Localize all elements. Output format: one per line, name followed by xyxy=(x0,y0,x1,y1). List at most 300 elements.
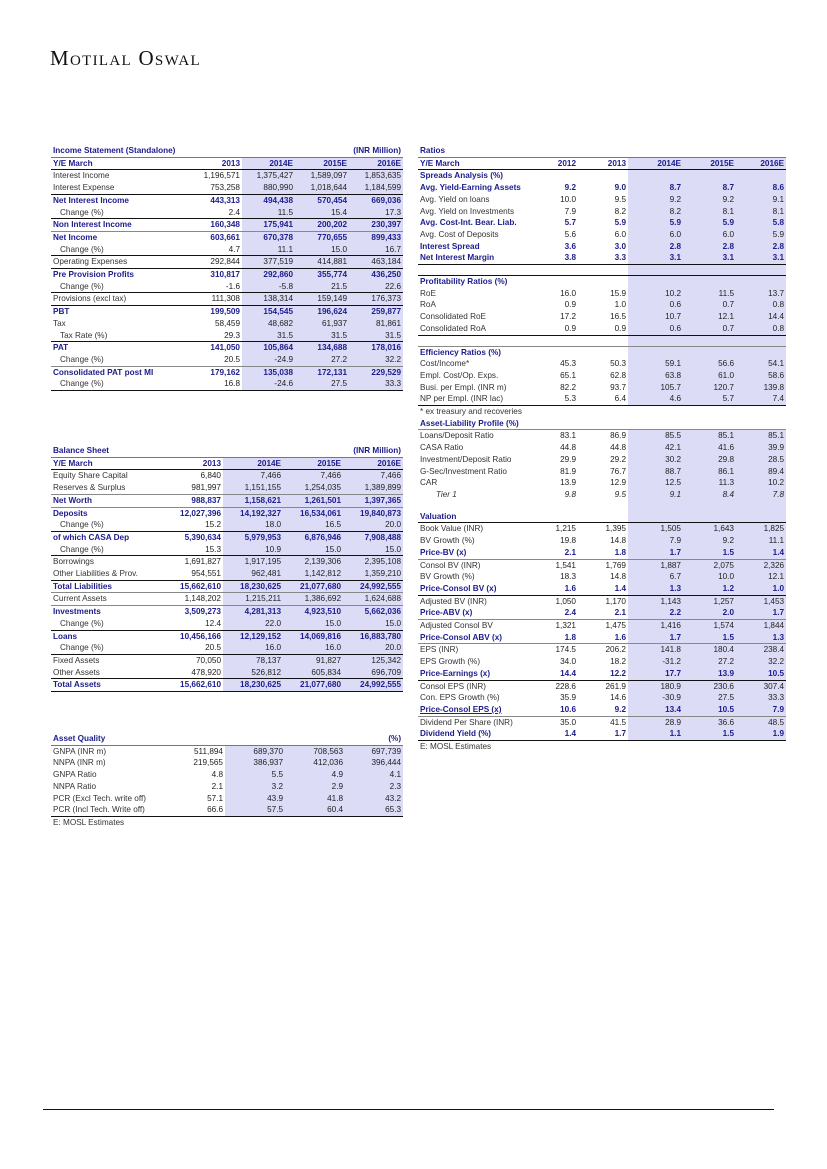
cell: 88.7 xyxy=(628,466,683,478)
cell: 43.2 xyxy=(345,793,403,805)
row-label: RoE xyxy=(420,288,436,298)
table-row xyxy=(418,252,786,264)
cell: 3.6 xyxy=(564,241,576,251)
cell: 21,077,680 xyxy=(283,679,343,692)
cell: 880,990 xyxy=(242,182,295,194)
cell: 770,655 xyxy=(295,231,349,243)
footnote: E: MOSL Estimates xyxy=(53,817,125,827)
cell: 57.1 xyxy=(207,793,223,803)
cell: 32.2 xyxy=(349,354,403,366)
table-row xyxy=(51,330,403,342)
cell: 1.2 xyxy=(683,583,736,595)
cell: 18,230,625 xyxy=(223,679,283,692)
table-row xyxy=(418,595,786,607)
cell: 230,397 xyxy=(349,219,403,232)
table-row xyxy=(51,306,403,318)
cell: 3.1 xyxy=(628,252,683,264)
row-label: Consolidated RoA xyxy=(418,323,528,335)
cell: 6.7 xyxy=(628,571,683,583)
table-row xyxy=(51,170,403,182)
cell: 86.1 xyxy=(683,466,736,478)
cell: 9.1 xyxy=(736,194,786,206)
cell: 605,834 xyxy=(283,667,343,679)
cell: 10.7 xyxy=(628,311,683,323)
cell: 9.5 xyxy=(614,194,626,204)
table-row xyxy=(51,378,403,390)
row-label: Change (%) xyxy=(60,544,104,554)
cell: 1,184,599 xyxy=(349,182,403,194)
table-row xyxy=(51,654,403,666)
cell: 4,923,510 xyxy=(283,606,343,618)
cell: 1,416 xyxy=(628,620,683,632)
cell: 39.9 xyxy=(736,442,786,454)
cell: 13.9 xyxy=(683,668,736,680)
cell: 6.0 xyxy=(614,229,626,239)
cell: 206.2 xyxy=(578,644,628,656)
table-row xyxy=(51,630,403,642)
cell: 16.0 xyxy=(283,642,343,654)
cell: 3.2 xyxy=(225,781,285,793)
cell: 15.3 xyxy=(205,544,221,554)
cell: 1.5 xyxy=(683,632,736,644)
cell: 310,817 xyxy=(189,269,242,281)
section-header xyxy=(418,511,786,523)
cell: 5,390,634 xyxy=(163,531,223,543)
table-row xyxy=(418,194,786,206)
row-label: Price-Consol ABV (x) xyxy=(420,632,503,642)
row-label: Price-Consol EPS (x) xyxy=(420,704,502,714)
cell: 33.3 xyxy=(736,692,786,704)
cell: 7.4 xyxy=(736,393,786,405)
col-header: 2013 xyxy=(578,157,628,170)
row-label: NP per Empl. (INR lac) xyxy=(418,393,528,405)
cell: 105.7 xyxy=(628,382,683,394)
cell: 10.9 xyxy=(223,544,283,556)
row-label: Price-Consol BV (x) xyxy=(420,583,497,593)
cell: 15.0 xyxy=(343,618,403,630)
cell: 48,682 xyxy=(242,318,295,330)
cell: 11.5 xyxy=(242,207,295,219)
cell: 1.9 xyxy=(736,728,786,740)
cell: 1,769 xyxy=(578,559,628,571)
table-row xyxy=(51,745,403,757)
cell: 9.2 xyxy=(614,704,626,714)
row-label: Avg. Yield on Investments xyxy=(420,206,515,216)
cell: 1,359,210 xyxy=(343,568,403,580)
row-label: G-Sec/Investment Ratio xyxy=(420,466,507,476)
cell: 443,313 xyxy=(189,194,242,206)
cell: 19,840,873 xyxy=(343,507,403,519)
table-row xyxy=(51,618,403,630)
cell: 13.9 xyxy=(560,478,576,488)
table-row xyxy=(51,244,403,256)
cell: 6,876,946 xyxy=(283,531,343,543)
table-row xyxy=(418,644,786,656)
cell: 670,378 xyxy=(242,231,295,243)
cell: 4.8 xyxy=(211,770,223,780)
footnote: * ex treasury and recoveries xyxy=(420,407,522,417)
cell: 2,139,306 xyxy=(283,556,343,568)
cell: 3.1 xyxy=(736,252,786,264)
cell: 35.0 xyxy=(528,716,578,728)
cell: 81,861 xyxy=(349,318,403,330)
cell: 20.0 xyxy=(343,519,403,531)
cell: 8.6 xyxy=(736,182,786,194)
cell: 16,534,061 xyxy=(283,507,343,519)
cell: 1.7 xyxy=(578,728,628,740)
col-header: 2016E xyxy=(343,457,403,470)
cell: 570,454 xyxy=(295,194,349,206)
table-row xyxy=(51,182,403,194)
cell: 20.5 xyxy=(224,354,240,364)
cell: 9.5 xyxy=(614,489,626,499)
cell: 11.5 xyxy=(683,288,736,300)
cell: 13.4 xyxy=(628,704,683,716)
cell: 54.1 xyxy=(736,358,786,370)
cell: 1,215,211 xyxy=(223,593,283,606)
cell: 1,321 xyxy=(528,620,578,632)
cell: 28.5 xyxy=(736,454,786,466)
cell: 4.9 xyxy=(285,769,345,781)
table-title: Asset Quality xyxy=(51,733,285,745)
cell: 65.3 xyxy=(345,804,403,816)
cell: 1,691,827 xyxy=(163,556,223,568)
cell: 21,077,680 xyxy=(283,580,343,593)
table-title-row xyxy=(418,145,786,157)
row-label: GNPA Ratio xyxy=(53,770,97,780)
cell: 1,257 xyxy=(683,595,736,607)
table-row xyxy=(51,494,403,507)
cell: 14,069,816 xyxy=(283,630,343,642)
cell: 139.8 xyxy=(736,382,786,394)
cell: 42.1 xyxy=(628,442,683,454)
table-row xyxy=(418,489,786,501)
cell: 41.5 xyxy=(578,716,628,728)
cell: 526,812 xyxy=(223,667,283,679)
row-label: Avg. Cost-Int. Bear. Liab. xyxy=(420,218,517,228)
cell: 219,565 xyxy=(193,758,223,768)
cell: 1.0 xyxy=(736,583,786,595)
cell: 396,444 xyxy=(345,757,403,769)
cell: 962,481 xyxy=(223,568,283,580)
col-header: Y/E March xyxy=(418,157,528,170)
table-row xyxy=(51,519,403,531)
cell: 8.2 xyxy=(614,206,626,216)
cell: 14.8 xyxy=(610,572,626,582)
cell: 29.9 xyxy=(560,454,576,464)
cell: 28.9 xyxy=(628,716,683,728)
cell: 44.8 xyxy=(560,443,576,453)
row-label: Pre Provision Profits xyxy=(51,269,189,281)
row-label: Price-Earnings (x) xyxy=(420,668,491,678)
cell: 10.0 xyxy=(683,571,736,583)
cell: 120.7 xyxy=(683,382,736,394)
cell: -31.2 xyxy=(628,656,683,668)
section-title: Profitability Ratios (%) xyxy=(418,276,628,288)
ratios-table xyxy=(418,145,786,753)
cell: 21.5 xyxy=(295,281,349,293)
table-row xyxy=(51,194,403,206)
footer-divider xyxy=(43,1109,774,1110)
cell: 16,883,780 xyxy=(343,630,403,642)
row-label: NNPA (INR m) xyxy=(53,758,106,768)
cell: 1.0 xyxy=(614,300,626,310)
cell: 176,373 xyxy=(349,293,403,306)
table-title: Ratios xyxy=(418,145,786,157)
cell: 7,908,488 xyxy=(343,531,403,543)
row-label: Total Assets xyxy=(51,679,163,692)
cell: 1,624,688 xyxy=(343,593,403,606)
cell: 229,529 xyxy=(349,366,403,378)
cell: 13.7 xyxy=(736,288,786,300)
cell: 35.9 xyxy=(560,693,576,703)
table-row xyxy=(51,281,403,293)
table-row xyxy=(418,632,786,644)
row-label: Consol BV (INR) xyxy=(418,559,528,571)
table-row xyxy=(51,781,403,793)
table-row xyxy=(51,470,403,482)
cell: 4.1 xyxy=(345,769,403,781)
cell: 12.9 xyxy=(610,478,626,488)
cell: 174.5 xyxy=(528,644,578,656)
table-row xyxy=(418,311,786,323)
table-row xyxy=(418,182,786,194)
cell: 14.6 xyxy=(610,693,626,703)
cell: 62.8 xyxy=(610,370,626,380)
row-label: Change (%) xyxy=(60,281,104,291)
cell: 1.3 xyxy=(736,632,786,644)
cell: 7.9 xyxy=(564,206,576,216)
section-title: Efficiency Ratios (%) xyxy=(418,346,628,358)
table-row xyxy=(418,323,786,335)
table-row xyxy=(51,531,403,543)
cell: 58.6 xyxy=(736,370,786,382)
cell: 7.8 xyxy=(736,489,786,501)
cell: 154,545 xyxy=(242,306,295,318)
row-label: Tax Rate (%) xyxy=(60,330,108,340)
cell: 31.5 xyxy=(295,330,349,342)
row-label: Price-BV (x) xyxy=(420,547,467,557)
cell: -1.6 xyxy=(225,281,240,291)
cell: 85.1 xyxy=(683,430,736,442)
table-header-row xyxy=(51,157,403,170)
cell: 16.8 xyxy=(189,378,242,390)
row-label: Change (%) xyxy=(60,244,104,254)
cell: 17.2 xyxy=(560,312,576,322)
table-row xyxy=(418,442,786,454)
cell: 199,509 xyxy=(189,306,242,318)
row-label: Adjusted Consol BV xyxy=(418,620,528,632)
cell: 16.5 xyxy=(283,519,343,531)
cell: 15.0 xyxy=(283,544,343,556)
cell: 59.1 xyxy=(628,358,683,370)
table-row xyxy=(418,535,786,547)
cell: 7.9 xyxy=(736,704,786,716)
cell: 5.8 xyxy=(736,217,786,229)
cell: 18,230,625 xyxy=(223,580,283,593)
cell: 135,038 xyxy=(242,366,295,378)
cell: 91,827 xyxy=(283,654,343,666)
cell: 9.2 xyxy=(683,194,736,206)
cell: 60.4 xyxy=(285,804,345,816)
cell: 17.7 xyxy=(628,668,683,680)
cell: 10.6 xyxy=(560,704,576,714)
table-row xyxy=(418,466,786,478)
table-title: Balance Sheet xyxy=(51,445,283,457)
row-label: Total Liabilities xyxy=(51,580,163,593)
cell: 16.5 xyxy=(610,312,626,322)
cell: 1.5 xyxy=(683,547,736,559)
cell: 1.6 xyxy=(614,632,626,642)
cell: 1,142,812 xyxy=(283,568,343,580)
cell: 238.4 xyxy=(736,644,786,656)
table-row xyxy=(51,679,403,692)
table-row xyxy=(51,342,403,354)
cell: 954,551 xyxy=(191,569,221,579)
cell: 603,661 xyxy=(189,231,242,243)
cell: 307.4 xyxy=(736,680,786,692)
cell: 9.2 xyxy=(564,183,576,193)
row-label: Tax xyxy=(53,318,66,328)
cell: 2.0 xyxy=(683,607,736,619)
cell: 697,739 xyxy=(345,745,403,757)
cell: 4,281,313 xyxy=(223,606,283,618)
row-label: Other Liabilities & Prov. xyxy=(53,569,138,579)
cell: 31.5 xyxy=(349,330,403,342)
cell: 63.8 xyxy=(628,370,683,382)
cell: 10.0 xyxy=(560,194,576,204)
row-label: Price-ABV (x) xyxy=(420,608,473,618)
cell: 15.0 xyxy=(343,544,403,556)
cell: 5.3 xyxy=(528,393,578,405)
cell: 32.2 xyxy=(736,656,786,668)
cell: 15.9 xyxy=(610,288,626,298)
cell: 1,505 xyxy=(628,523,683,535)
table-row xyxy=(418,299,786,311)
row-label: PCR (Excl Tech. write off) xyxy=(53,793,146,803)
cell: 2.1 xyxy=(564,547,576,557)
cell: 2.3 xyxy=(345,781,403,793)
income-statement-table xyxy=(51,145,403,391)
cell: 15.4 xyxy=(295,207,349,219)
cell: 1,261,501 xyxy=(283,494,343,507)
asset-quality-table xyxy=(51,733,403,829)
cell: 355,774 xyxy=(295,269,349,281)
cell: 5.9 xyxy=(628,217,683,229)
cell: 180.4 xyxy=(683,644,736,656)
row-label: Change (%) xyxy=(51,378,189,390)
brand-logo: Motilal Oswal xyxy=(50,46,201,70)
table-row xyxy=(51,793,403,805)
table-row xyxy=(418,668,786,680)
table-row xyxy=(51,269,403,281)
row-label: Interest Expense xyxy=(53,183,115,193)
cell: 1,148,202 xyxy=(163,593,223,606)
cell: 1.4 xyxy=(528,728,578,740)
cell: 159,149 xyxy=(295,293,349,306)
row-label: EPS (INR) xyxy=(418,644,528,656)
cell: 36.6 xyxy=(683,716,736,728)
cell: 30.2 xyxy=(628,454,683,466)
row-label: NNPA Ratio xyxy=(53,781,97,791)
row-label: CAR xyxy=(420,478,438,488)
cell: 180.9 xyxy=(628,680,683,692)
row-label: Interest Spread xyxy=(420,241,480,251)
row-label: Current Assets xyxy=(51,593,163,606)
cell: 494,438 xyxy=(242,194,295,206)
table-row xyxy=(418,430,786,442)
cell: 5.9 xyxy=(614,218,626,228)
unit-label: (INR Million) xyxy=(283,445,403,457)
table-title-row xyxy=(51,145,403,157)
row-label: GNPA (INR m) xyxy=(53,746,107,756)
cell: 5.7 xyxy=(564,218,576,228)
cell: 45.3 xyxy=(560,359,576,369)
cell: 27.5 xyxy=(683,692,736,704)
cell: 2.8 xyxy=(683,241,736,253)
table-row xyxy=(418,288,786,300)
footnote-row xyxy=(418,741,786,753)
cell: -5.8 xyxy=(242,281,295,293)
cell: 8.1 xyxy=(683,206,736,218)
cell: 15.0 xyxy=(283,618,343,630)
cell: 0.6 xyxy=(628,299,683,311)
cell: 1,395 xyxy=(605,524,626,534)
cell: 105,864 xyxy=(242,342,295,354)
cell: 3.0 xyxy=(614,241,626,251)
col-header: Y/E March xyxy=(51,157,189,170)
cell: 230.6 xyxy=(683,680,736,692)
cell: 178,016 xyxy=(349,342,403,354)
table-row xyxy=(418,728,786,740)
cell: 12.5 xyxy=(628,477,683,489)
cell: 1,589,097 xyxy=(295,170,349,182)
cell: 61,937 xyxy=(295,318,349,330)
cell: 1.7 xyxy=(736,607,786,619)
cell: 15.2 xyxy=(205,520,221,530)
cell: 1.3 xyxy=(628,583,683,595)
cell: 22.6 xyxy=(349,281,403,293)
cell: 1,574 xyxy=(683,620,736,632)
table-row xyxy=(51,507,403,519)
col-header: 2015E xyxy=(683,157,736,170)
table-row xyxy=(418,523,786,535)
table-row xyxy=(418,559,786,571)
cell: 20.5 xyxy=(205,643,221,653)
cell: 14.4 xyxy=(560,668,576,678)
cell: 196,624 xyxy=(295,306,349,318)
cell: 463,184 xyxy=(349,256,403,269)
unit-label: (INR Million) xyxy=(295,145,403,157)
cell: 29.2 xyxy=(610,454,626,464)
cell: 981,997 xyxy=(191,483,221,493)
cell: 899,433 xyxy=(349,231,403,243)
cell: 6,840 xyxy=(200,471,221,481)
table-row xyxy=(418,716,786,728)
cell: 141,050 xyxy=(189,342,242,354)
cell: 15.0 xyxy=(295,244,349,256)
cell: 33.3 xyxy=(349,378,403,390)
cell: 1,844 xyxy=(736,620,786,632)
cell: 82.2 xyxy=(560,382,576,392)
table-row xyxy=(51,207,403,219)
table-header-row xyxy=(418,157,786,170)
cell: 2.8 xyxy=(628,241,683,253)
cell: 1,475 xyxy=(578,620,628,632)
col-header: 2015E xyxy=(283,457,343,470)
cell: 1.4 xyxy=(614,583,626,593)
table-row xyxy=(418,620,786,632)
